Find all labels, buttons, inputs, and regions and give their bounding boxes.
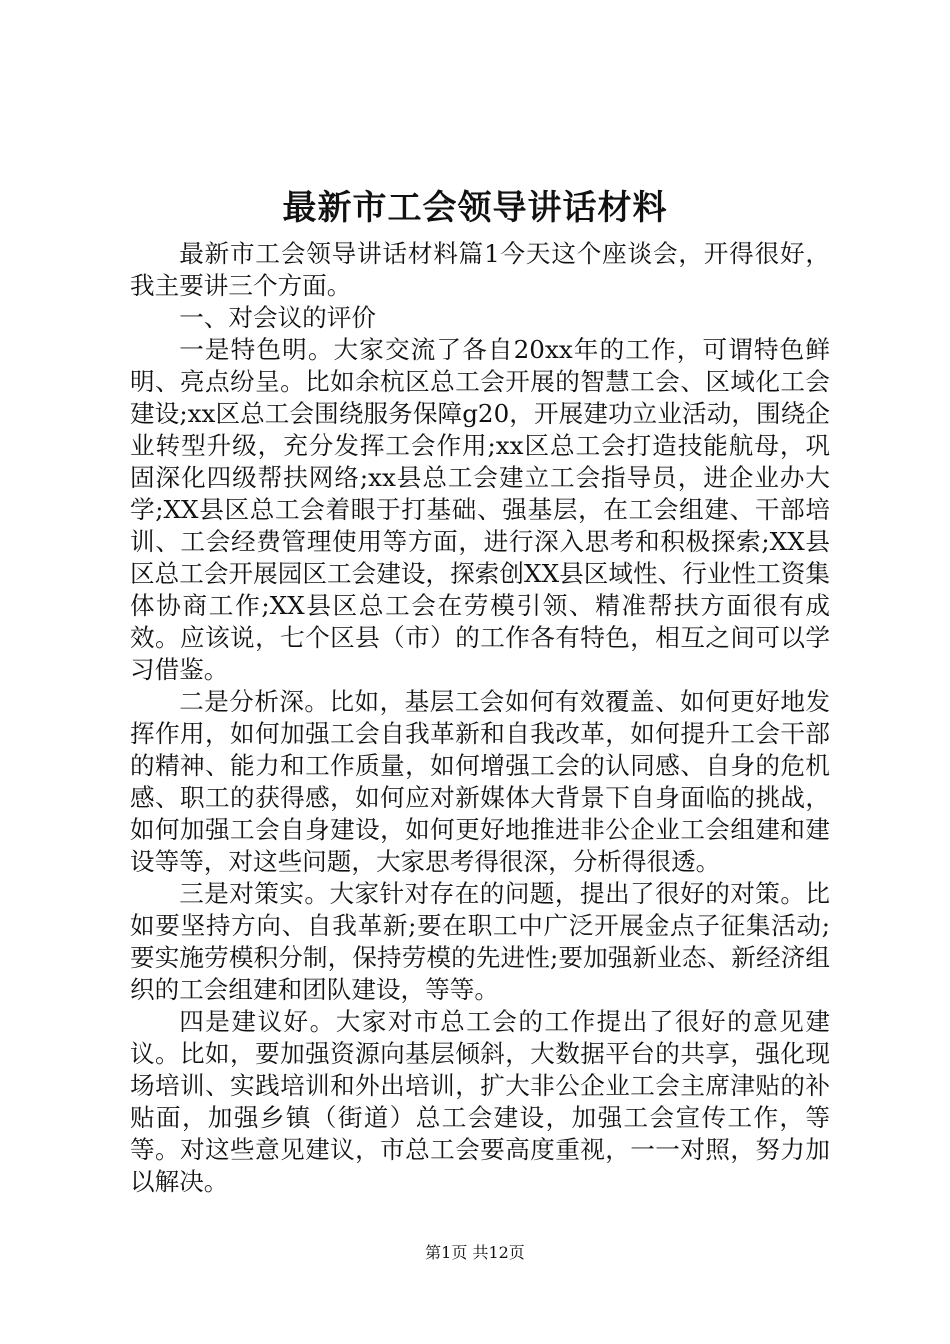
paragraph-point-1: 一是特色明。大家交流了各自20xx年的工作，可谓特色鲜明、亮点纷呈。比如余杭区总工会开展的智慧工会、区域化工会建设;xx区总工会围绕服务保障g20，开展建功立业活动，围绕企业转型升级，充分发挥工会作用;xx区总工会打造技能航母，巩固深化四级帮扶网络;xx县总工会建立工会指导员，进企业办大学;XX县区总工会着眼于打基础、强基层，在工会组建、干部培训、工会经费管理使用等方面，进行深入思考和积极探索;XX县区总工会开展园区工会建设，探索创XX县区域性、行业性工资集体协商工作;XX县区总工会在劳模引领、精准帮扶方面很有成效。应该说，七个区县（市）的工作各有特色，相互之间可以学习借鉴。 [130,335,830,684]
section-heading: 一、对会议的评价 [179,303,376,332]
paragraph-point-3: 三是对策实。大家针对存在的问题，提出了很好的对策。比如要坚持方向、自我革新;要在职工中广泛开展金点子征集活动;要实施劳模积分制，保持劳模的先进性;要加强新业态、新经济组织的工会组建和团队建设，等等。 [130,879,830,1004]
paragraph-point-2: 二是分析深。比如，基层工会如何有效覆盖、如何更好地发挥作用，如何加强工会自我革新和自我改革，如何提升工会干部的精神、能力和工作质量，如何增强工会的认同感、自身的危机感、职工的获得感，如何应对新媒体大背景下自身面临的挑战，如何加强工会自身建设，如何更好地推进非公企业工会组建和建设等等，对这些问题，大家思考得很深，分析得很透。 [130,687,830,876]
paragraph-point-4: 四是建议好。大家对市总工会的工作提出了很好的意见建议。比如，要加强资源向基层倾斜，大数据平台的共享，强化现场培训、实践培训和外出培训，扩大非公企业工会主席津贴的补贴面，加强乡镇（街道）总工会建设，加强工会宣传工作，等等。对这些意见建议，市总工会要高度重视，一一对照，努力加以解决。 [130,1007,830,1196]
paragraph-intro: 最新市工会领导讲话材料篇1今天这个座谈会，开得很好，我主要讲三个方面。 [130,239,830,300]
page-number-footer: 第1页 共12页 [425,1243,525,1262]
document-title: 最新市工会领导讲话材料 [282,188,668,228]
document-body [130,238,830,1198]
